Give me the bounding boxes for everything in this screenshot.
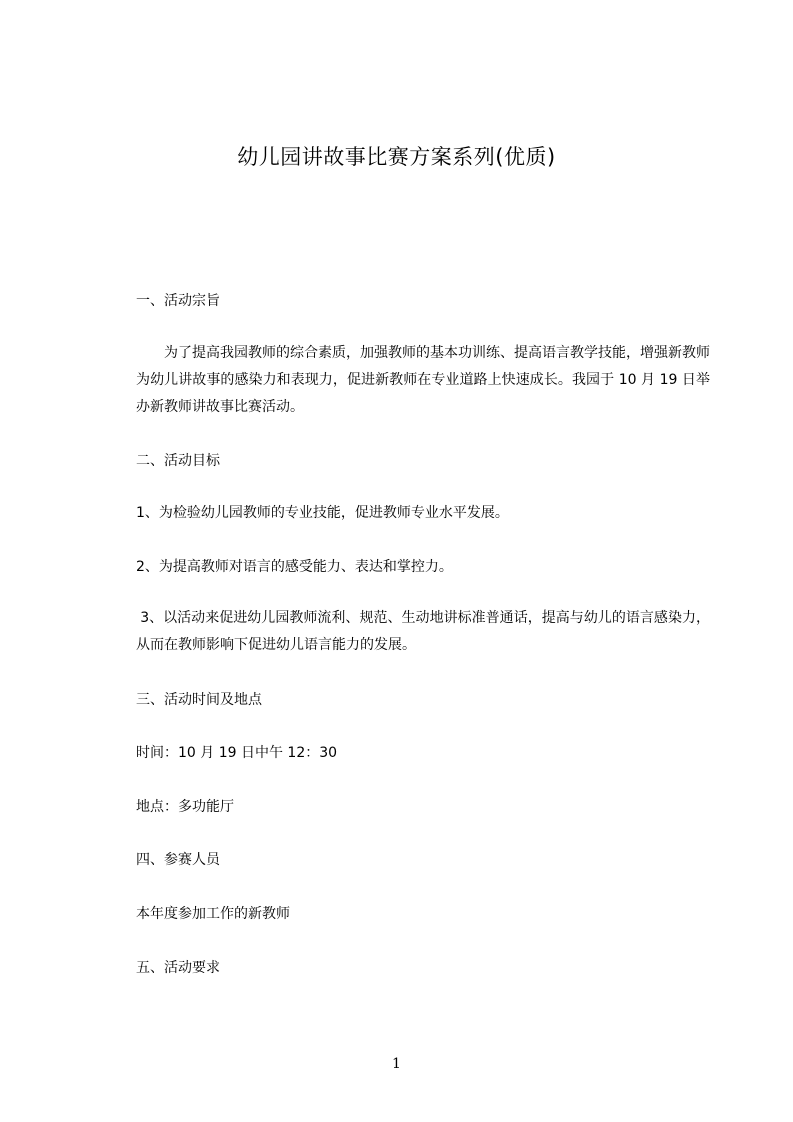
participants-line: 本年度参加工作的新教师: [136, 906, 290, 922]
place-line: 地点：多功能厅: [136, 799, 234, 815]
purpose-paragraph: 为了提高我园教师的综合素质，加强教师的基本功训练、提高语言教学技能，增强新教师为幼儿讲故事的感染力和表现力，促进新教师在专业道路上快速成长。我园于 10 月 19 日举办新教师讲故事比赛活动。: [136, 345, 710, 415]
section-heading-time-place: 三、活动时间及地点: [136, 692, 262, 708]
section-heading-purpose: 一、活动宗旨: [136, 293, 220, 309]
goal-item-3: 3、以活动来促进幼儿园教师流利、规范、生动地讲标准普通话，提高与幼儿的语言感染力，从而在教师影响下促进幼儿语言能力的发展。: [136, 610, 710, 653]
time-line: 时间：10 月 19 日中午 12：30: [136, 745, 338, 761]
page-number: 1: [392, 1056, 401, 1072]
goal-item-2: 2、为提高教师对语言的感受能力、表达和掌控力。: [136, 559, 453, 575]
section-heading-goals: 二、活动目标: [136, 453, 220, 469]
section-heading-requirements: 五、活动要求: [136, 960, 220, 976]
goal-item-1: 1、为检验幼儿园教师的专业技能，促进教师专业水平发展。: [136, 505, 509, 521]
document-title: 幼儿园讲故事比赛方案系列(优质): [237, 145, 556, 169]
section-heading-participants: 四、参赛人员: [136, 852, 220, 868]
